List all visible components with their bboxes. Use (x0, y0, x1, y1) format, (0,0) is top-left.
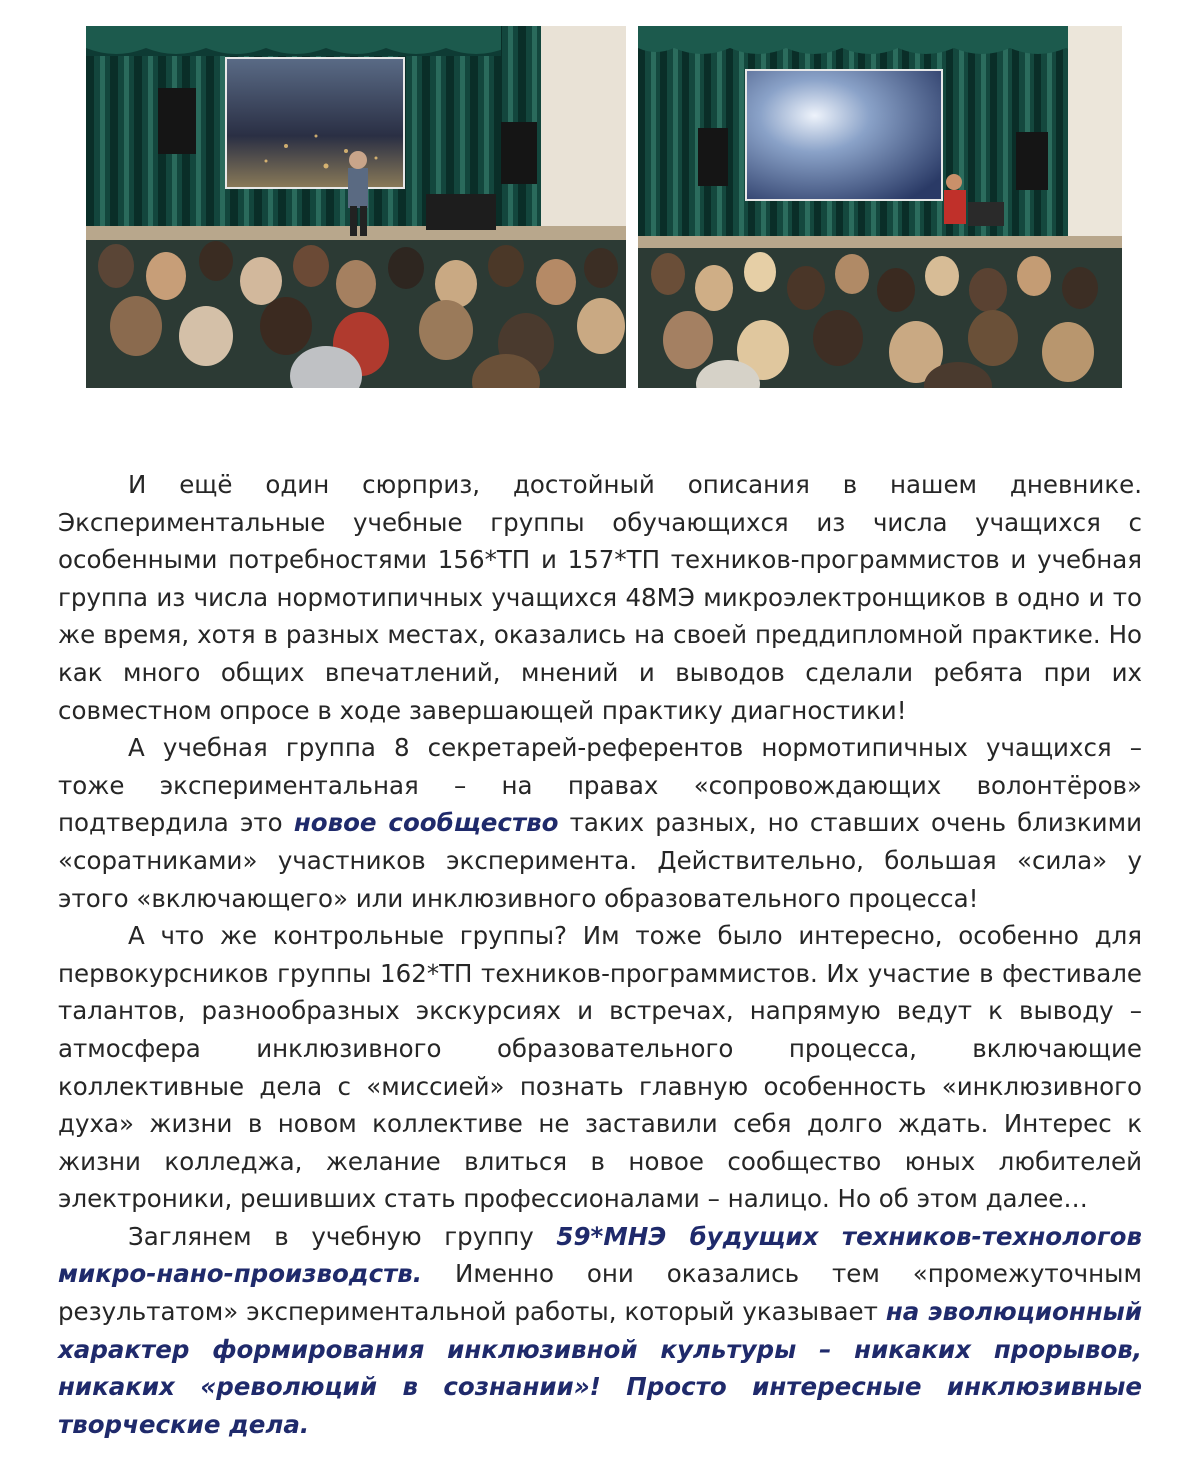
paragraph-2-text-a: А учебная группа 8 секретарей-референтов нормотипичных учащихся – тоже экспериментальная – на правах «сопровождающих волонтёров» подтвердила это (58, 733, 1142, 838)
paragraph-4 (58, 1218, 1142, 1444)
article-body (58, 466, 1142, 1443)
paragraph-3: А что же контрольные группы? Им тоже было интересно, особенно для первокурсников группы 162*ТП техников-программистов. Их участие в фестивале талантов, разнообразных экскурсиях и встречах, напрямую ведут к выводу – атмосфера инклюзивного образовательного процесса, включающие коллективные дела с «миссией» познать главную особенность «инклюзивного духа» жизни в новом коллективе не заставили себя долго ждать. Интерес к жизни колледжа, желание влиться в новое сообщество юных любителей электроники, решивших стать профессионалами – налицо. Но об этом далее… (58, 921, 1142, 1214)
paragraph-4-text-a: Заглянем в учебную группу (128, 1221, 557, 1251)
speaker-photo-icon (86, 26, 626, 388)
pianist-photo-icon (638, 26, 1122, 388)
emphasis-new-community: новое сообщество (293, 808, 559, 838)
event-photo-right (638, 26, 1122, 388)
photo-strip (86, 26, 1122, 388)
emphasis-group-59mne: 59*МНЭ будущих техников-технологов микро-нано-производств. (58, 1221, 1143, 1289)
paragraph-1: И ещё один сюрприз, достойный описания в нашем дневнике. Экспериментальные учебные группы обучающихся из числа учащихся с особенными потребностями 156*ТП и 157*ТП техников-программистов и учебная группа из числа нормотипичных учащихся 48МЭ микроэлектронщиков в одно и то же время, хотя в разных местах, оказались на своей преддипломной практике. Но как много общих впечатлений, мнений и выводов сделали ребята при их совместном опросе в ходе завершающей практику диагностики! (58, 470, 1142, 725)
paragraph-2-text-c: таких разных, но ставших очень близкими «соратниками» участников эксперимента. Действительно, большая «сила» у этого «включающего» или инклюзивного образовательного процесса! (58, 808, 1142, 913)
emphasis-evolutionary-character: на эволюционный характер формирования инклюзивной культуры – никаких прорывов, никаких «революций в сознании»! Просто интересные инклюзивные творческие дела. (58, 1297, 1142, 1439)
paragraph-4-text-c: Именно они оказались тем «промежуточным результатом» экспериментальной работы, который указывает (58, 1259, 1142, 1327)
paragraph-2 (58, 729, 1142, 917)
event-photo-left (86, 26, 626, 388)
